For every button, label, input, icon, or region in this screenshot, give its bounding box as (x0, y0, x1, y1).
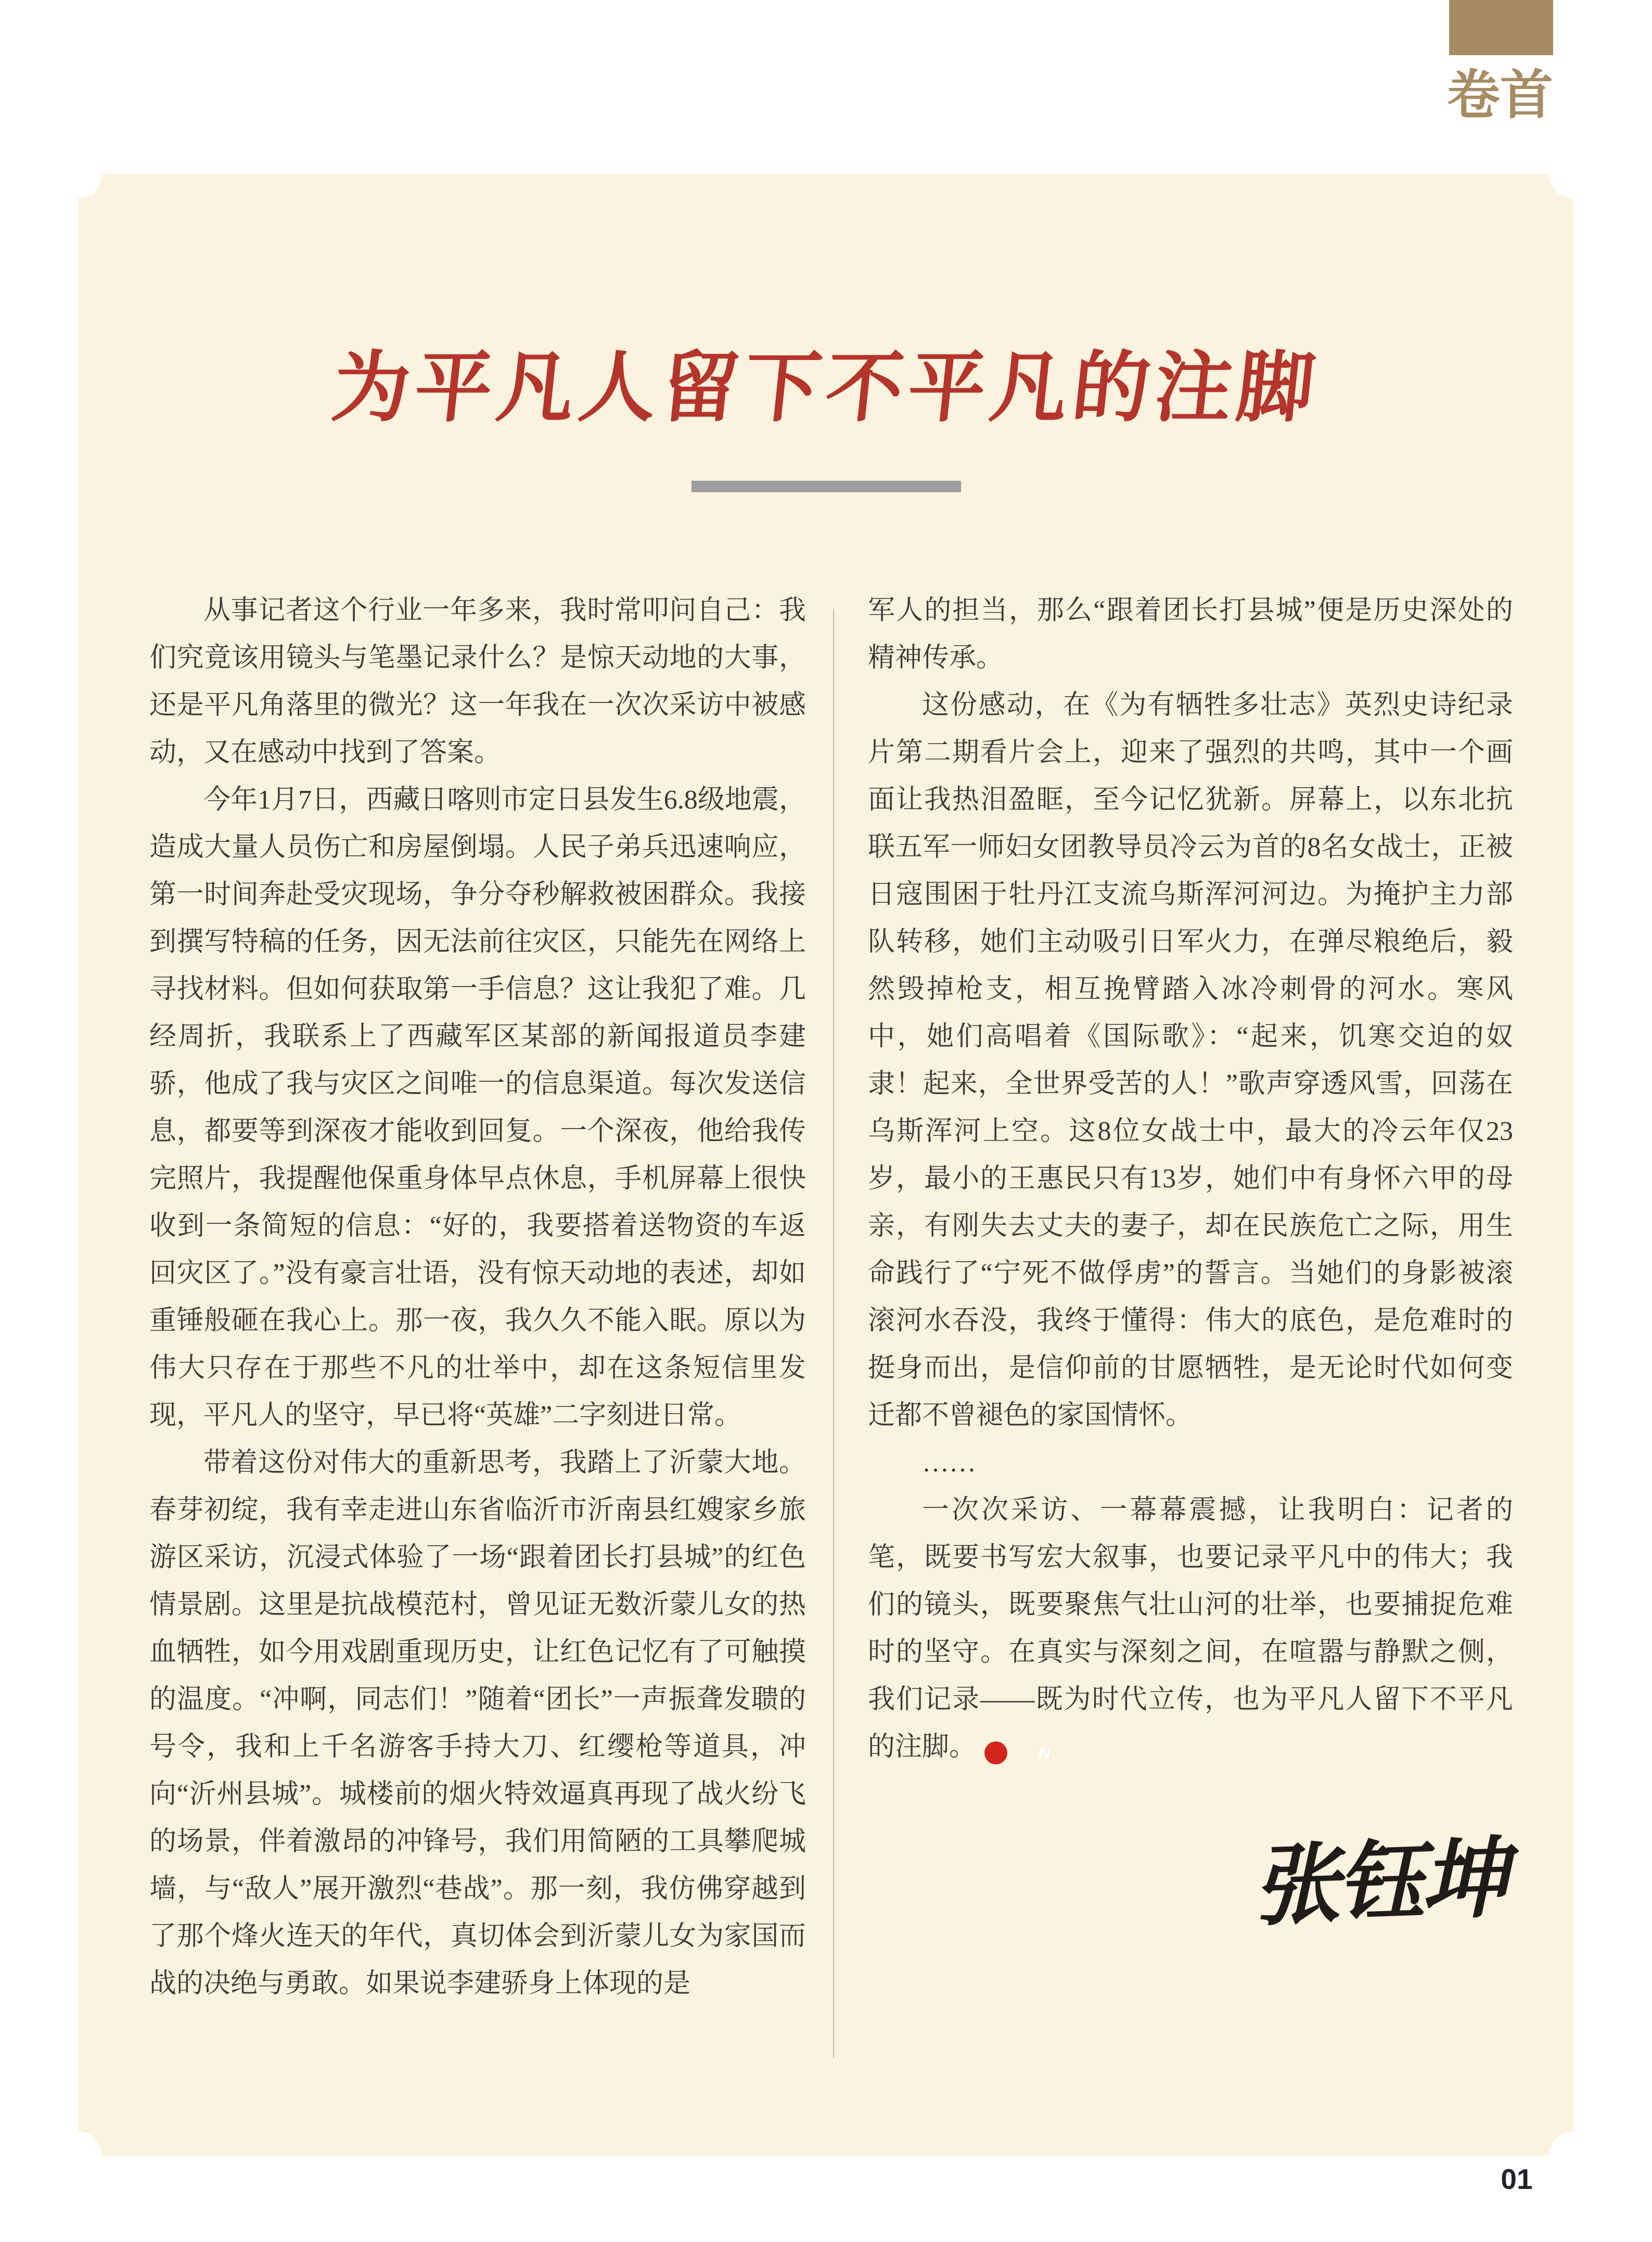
card-corner-notch (1549, 150, 1597, 198)
page-number: 01 (1501, 2163, 1533, 2195)
page-title: 为平凡人留下不平凡的注脚 (328, 346, 1324, 432)
corner-tab-rect (1449, 0, 1553, 55)
body-paragraph: 今年1月7日，西藏日喀则市定日县发生6.8级地震，造成大量人员伤亡和房屋倒塌。人民子弟兵迅速响应，第一时间奔赴受灾现场，争分夺秒解救被困群众。我接到撰写特稿的任务，因无法前往灾区，只能先在网络上寻找材料。但如何获取第一手信息？这让我犯了难。几经周折，我联系上了西藏军区某部的新闻报道员李建骄，他成了我与灾区之间唯一的信息渠道。每次发送信息，都要等到深夜才能收到回复。一个深夜，他给我传完照片，我提醒他保重身体早点休息，手机屏幕上很快收到一条简短的信息：“好的，我要搭着送物资的车返回灾区了。”没有豪言壮语，没有惊天动地的表述，却如重锤般砸在我心上。那一夜，我久久不能入眠。原以为伟大只存在于那些不凡的壮举中，却在这条短信里发现，平凡人的坚守，早已将“英雄”二字刻进日常。 (149, 785, 806, 1430)
card-corner-notch (54, 2132, 102, 2180)
body-paragraph: 从事记者这个行业一年多来，我时常叩问自己：我们究竟该用镜头与笔墨记录什么？是惊天动地的大事，还是平凡角落里的微光？这一年我在一次次采访中被感动，又在感动中找到了答案。 (149, 596, 806, 767)
body-paragraph: 带着这份对伟大的重新思考，我踏上了沂蒙大地。春芽初绽，我有幸走进山东省临沂市沂南县红嫂家乡旅游区采访，沉浸式体验了一场“跟着团长打县城”的红色情景剧。这里是抗战模范村，曾见证无数沂蒙儿女的热血牺牲，如今用戏剧重现历史，让红色记忆有了可触摸的温度。“冲啊，同志们！”随着“团长”一声振聋发聩的号令，我和上千名游客手持大刀、红缨枪等道具，冲向“沂州县城”。城楼前的烟火特效逼真再现了战火纷飞的场景，伴着激昂的冲锋号，我们用简陋的工具攀爬城墙，与“敌人”展开激烈“巷战”。那一刻，我仿佛穿越到了那个烽火连天的年代，真切体会到沂蒙儿女为家国而战的决绝与勇敢。如果说李建骄身上体现的是 (149, 1448, 806, 1998)
card-corner-notch (54, 150, 102, 198)
body-paragraph: …… (922, 1448, 976, 1478)
body-paragraph: 军人的担当，那么“跟着团长打县城”便是历史深处的精神传承。 (868, 596, 1513, 673)
column-divider (833, 609, 834, 2058)
body-column-left (149, 587, 806, 2007)
title-divider (691, 481, 961, 492)
card-corner-notch (1549, 2132, 1597, 2180)
end-mark-icon: N (984, 1741, 1007, 1764)
body-paragraph: 这份感动，在《为有牺牲多壮志》英烈史诗纪录片第二期看片会上，迎来了强烈的共鸣，其中一个画面让我热泪盈眶，至今记忆犹新。屏幕上，以东北抗联五军一师妇女团教导员冷云为首的8名女战士，正被日寇围困于牡丹江支流乌斯浑河河边。为掩护主力部队转移，她们主动吸引日军火力，在弹尽粮绝后，毅然毁掉枪支，相互挽臂踏入冰冷刺骨的河水。寒风中，她们高唱着《国际歌》：“起来，饥寒交迫的奴隶！起来，全世界受苦的人！”歌声穿透风雪，回荡在乌斯浑河上空。这8位女战士中，最大的冷云年仅23岁，最小的王惠民只有13岁，她们中有身怀六甲的母亲，有刚失去丈夫的妻子，却在民族危亡之际，用生命践行了“宁死不做俘虏”的誓言。当她们的身影被滚滚河水吞没，我终于懂得：伟大的底色，是危难时的挺身而出，是信仰前的甘愿牺牲，是无论时代如何变迁都不曾褪色的家国情怀。 (868, 690, 1513, 1430)
section-label: 卷首 (1447, 66, 1553, 125)
body-column-right (868, 587, 1513, 1771)
body-paragraph: 一次次采访、一幕幕震撼，让我明白：记者的笔，既要书写宏大叙事，也要记录平凡中的伟大；我们的镜头，既要聚焦气壮山河的壮举，也要捕捉危难时的坚守。在真实与深刻之间，在喧嚣与静默之侧，我们记录——既为时代立传，也为平凡人留下不平凡的注脚。 N (868, 1487, 1513, 1771)
author-signature: 张钰坤 (1250, 1826, 1507, 1938)
